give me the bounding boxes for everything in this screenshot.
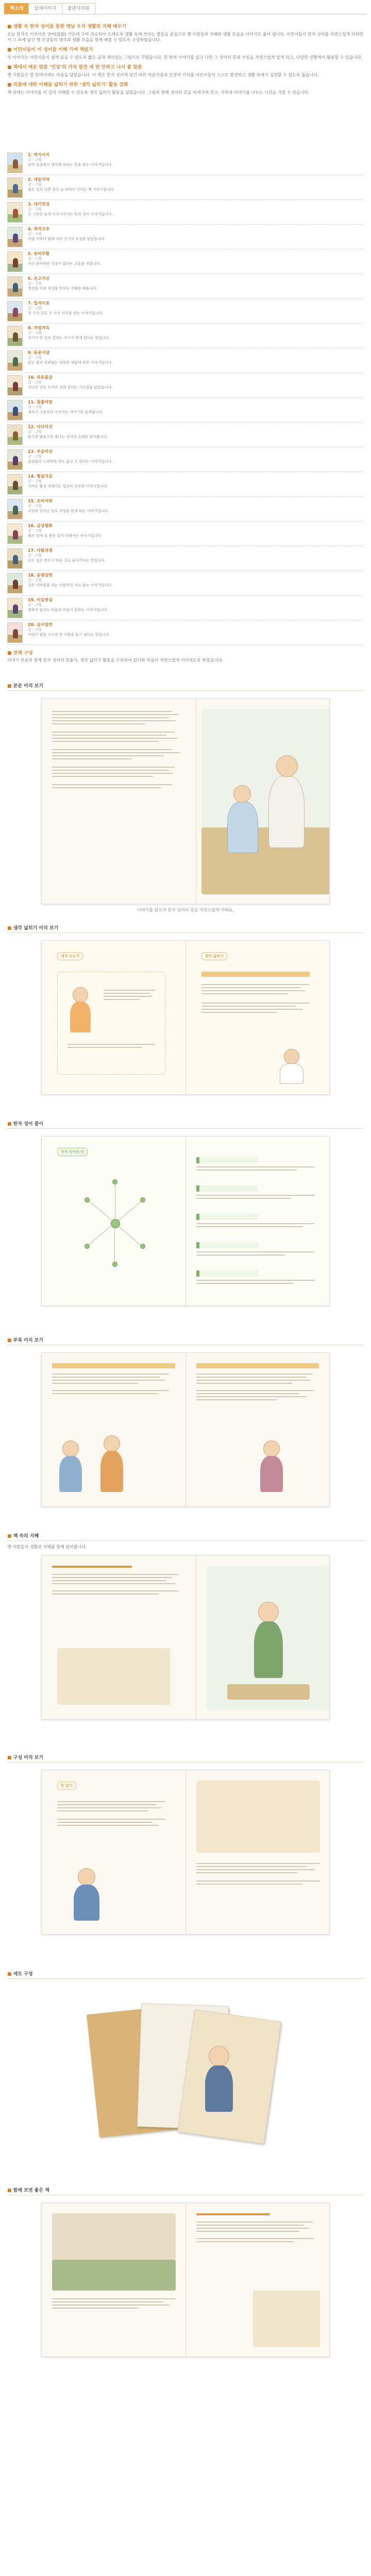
grandpa-head [284, 1049, 299, 1064]
book-thumbnail [7, 177, 23, 198]
book-info [28, 573, 364, 595]
figure-body [268, 776, 305, 848]
tab-detail-images[interactable]: 상세이미지 [28, 3, 62, 14]
figure-head [258, 1602, 279, 1622]
book-meta: 글 · 그림 [28, 504, 42, 508]
book-info [28, 523, 364, 546]
book-title: 3. 대기만성 [28, 202, 50, 207]
tab-book-intro[interactable]: 책소개 [4, 3, 29, 14]
recommended-right-page [185, 2203, 330, 2357]
book-list-item[interactable] [7, 447, 364, 472]
section-idiom-explanation [0, 1119, 371, 1335]
section-heading: ■ 한자 성어 풀이 [7, 1119, 364, 1129]
book-thumbnail [7, 425, 23, 445]
book-thumbnail [7, 499, 23, 519]
child-body [70, 1002, 91, 1032]
figure-head-2 [233, 785, 251, 803]
mindmap-left-page [42, 1137, 185, 1306]
intro-body-2: 각 이야기는 어린이들이 쉽게 읽을 수 있도록 짧은 글과 재미있는 그림으로 꾸몄습니다. 한 편의 이야기를 읽고 나면 그 성어의 뜻과 쓰임을 자연스럽게 알게 되고, 다양한 상황에서 활용할 수 있습니다. [7, 55, 363, 60]
wisdom-right-page [196, 1555, 330, 1719]
book-title: 11. 청출어람 [28, 400, 53, 404]
book-meta: 글 · 그림 [28, 603, 42, 607]
book-title: 14. 형설지공 [28, 474, 53, 479]
activity-spread [41, 940, 330, 1095]
recommended-spread [41, 2202, 330, 2357]
book-title: 17. 사필귀정 [28, 548, 53, 553]
book-thumbnail [7, 276, 23, 297]
book-info [28, 400, 364, 422]
book-list-item[interactable] [7, 472, 364, 497]
wisdom-caption: 옛 사람들의 생활과 지혜를 함께 살펴봅니다. [7, 1545, 87, 1549]
book-title: 13. 우공이산 [28, 449, 53, 454]
book-list-item[interactable] [7, 571, 364, 596]
book-description: 자기가 한 일의 결과는 자기가 받게 된다는 뜻입니다. [28, 336, 110, 340]
book-description: 좋은 일과 나쁜 일은 늘 바뀌어 간다는 옛 이야기입니다. [28, 188, 115, 192]
book-list-item[interactable] [7, 521, 364, 546]
book-meta: 글 · 그림 [28, 628, 42, 632]
book-title: 20. 십시일반 [28, 622, 53, 627]
book-description: 말하지 않아도 마음과 마음이 통하는 이야기입니다. [28, 608, 108, 612]
book-description: 한 가지 일로 두 가지 이득을 얻는 이야기입니다. [28, 311, 104, 315]
intro-body-4: 책 뒤에는 이야기를 더 깊이 이해할 수 있도록 생각 넓히기 활동을 실었습니다. 그림과 함께 성어의 뜻을 되새기며 친구, 가족과 이야기를 나누는 시간을 가질 수 있습니다. [7, 90, 310, 95]
book-thumbnail [7, 400, 23, 420]
book-info [28, 425, 364, 447]
book-thumbnail [7, 449, 23, 470]
intro-body-3: 옛 사람들은 말 한마디에도 마음을 담았습니다. 이 책은 한자 성어에 담긴 바른 마음가짐과 인성의 가치를 어린이들이 스스로 발견하고 생활 속에서 실천할 수 있도록 돕습니다. [7, 73, 319, 77]
book-description: 지나친 것은 모자란 것과 같다는 가르침을 담았습니다. [28, 385, 113, 389]
illustration [57, 1648, 171, 1705]
section-appendix-preview [0, 1335, 371, 1531]
book-info [28, 301, 364, 323]
book-info [28, 350, 364, 372]
composition-heading: ■ 전체 구성 [7, 651, 33, 656]
book-thumbnail [7, 548, 23, 569]
illustration [196, 1781, 320, 1853]
book-list-item[interactable] [7, 324, 364, 348]
figure-body [59, 1456, 82, 1492]
activity-bubble-2: 생각 넓히기 [201, 952, 227, 960]
book-meta: 글 · 그림 [28, 430, 42, 434]
book-thumbnail [7, 326, 23, 346]
book-thumbnail [7, 474, 23, 495]
section-book-wisdom [0, 1531, 371, 1753]
figure-head [62, 1440, 79, 1457]
figure-head-3 [263, 1440, 280, 1457]
section-heading: ■ 세트 구성 [7, 1969, 364, 1979]
cover-figure-body [205, 2065, 233, 2112]
book-title: 1. 역지사지 [28, 152, 50, 157]
book-description: 좋은 일에 또 좋은 일이 더해지는 이야기입니다. [28, 534, 103, 538]
book-list-item[interactable] [7, 225, 364, 249]
figure-head-2 [104, 1435, 120, 1452]
section-heading: ■ 생각 넓히기 미리 보기 [7, 923, 364, 933]
book-meta: 글 · 그림 [28, 331, 42, 335]
book-info [28, 227, 364, 249]
book-thumbnail [7, 301, 23, 321]
activity-left-page [42, 941, 185, 1094]
appendix-spread [41, 1352, 330, 1507]
book-description: 묻는 말과 상관없는 엉뚱한 대답에 관한 이야기입니다. [28, 361, 113, 365]
book-list-item[interactable] [7, 546, 364, 571]
book-list-item[interactable] [7, 398, 364, 422]
book-thumbnail [7, 152, 23, 173]
book-meta: 글 · 그림 [28, 380, 42, 384]
book-list-item[interactable] [7, 150, 364, 175]
book-info [28, 598, 364, 620]
wisdom-left-page [42, 1555, 196, 1719]
book-description: 옛것을 익혀 새것을 안다는 지혜를 배웁니다. [28, 286, 98, 291]
book-info [28, 251, 364, 274]
book-title: 2. 새옹지마 [28, 177, 50, 182]
activity-bubble: 생각 나누기 [57, 952, 83, 960]
section-activity-preview [0, 923, 371, 1119]
book-title: 16. 금상첨화 [28, 523, 53, 528]
mindmap-title: 한자 성어의 뜻 [57, 1148, 88, 1156]
book-thumbnail [7, 598, 23, 618]
section-heading: ■ 본문 미리 보기 [7, 681, 364, 691]
book-list-item[interactable] [7, 422, 364, 447]
book-meta: 글 · 그림 [28, 355, 42, 360]
book-description: 제자가 스승보다 나아지는 이야기를 들려줍니다. [28, 410, 104, 414]
mindmap-node [112, 1179, 117, 1184]
book-title: 12. 다다익선 [28, 425, 53, 429]
book-list-item[interactable] [7, 200, 364, 225]
book-description: 끊임없이 노력하면 산도 옮길 수 있다는 이야기입니다. [28, 460, 113, 464]
book-info [28, 499, 364, 521]
mindmap-node [140, 1197, 145, 1202]
section-heading: ■ 구성 미리 보기 [7, 1753, 364, 1762]
book-list-item[interactable] [7, 373, 364, 398]
illustration-floor [201, 827, 330, 894]
book-title: 15. 오비이락 [28, 499, 53, 503]
activity-right-page [185, 941, 330, 1094]
book-title: 10. 과유불급 [28, 375, 53, 380]
spread-left-page [42, 699, 196, 904]
illustration-ground [52, 2260, 176, 2291]
book-list-item[interactable] [7, 596, 364, 620]
section-heading: ■ 책 속의 지혜 [7, 1531, 364, 1541]
book-list-item[interactable] [7, 249, 364, 274]
composition-left-page [42, 1770, 185, 1934]
illustration-2 [253, 2291, 320, 2347]
book-spread [41, 698, 330, 904]
book-meta: 글 · 그림 [28, 232, 42, 236]
book-info [28, 375, 364, 397]
book-meta: 글 · 그림 [28, 529, 42, 533]
book-description: 우연히 일어난 일로 의심을 받게 되는 이야기입니다. [28, 509, 109, 513]
book-thumbnail [7, 202, 23, 223]
mindmap-spread [41, 1136, 330, 1306]
book-info [28, 548, 364, 570]
recommended-left-page [42, 2203, 185, 2357]
book-meta: 글 · 그림 [28, 281, 42, 285]
book-info [28, 474, 364, 496]
book-title: 19. 이심전심 [28, 598, 53, 602]
book-meta: 글 · 그림 [28, 578, 42, 582]
book-description: 여럿이 힘을 모으면 한 사람을 돕기 쉽다는 뜻입니다. [28, 633, 110, 637]
book-title: 4. 죽마고우 [28, 227, 50, 231]
intro-heading-4: ■ 작품에 대한 이해를 넓히기 위한 ‘생각 넓히기’ 활동 강화 [7, 82, 128, 88]
meaning-bubble: 뜻 알기 [57, 1782, 76, 1790]
appendix-right-page [185, 1353, 330, 1506]
tab-publisher-review[interactable]: 출판사리뷰 [62, 3, 95, 14]
book-meta: 글 · 그림 [28, 257, 42, 261]
mindmap-node [85, 1197, 90, 1202]
wisdom-spread [41, 1555, 330, 1720]
book-meta: 글 · 그림 [28, 454, 42, 459]
book-meta: 글 · 그림 [28, 306, 42, 310]
book-description: 큰 그릇은 늦게 이루어진다는 뜻의 성어 이야기입니다. [28, 212, 113, 216]
grandpa-body [280, 1063, 303, 1084]
book-list-item[interactable] [7, 497, 364, 521]
tab-bar [4, 3, 367, 14]
section-recommended [0, 2185, 371, 2381]
book-info [28, 276, 364, 298]
book-title: 5. 유비무환 [28, 251, 50, 256]
book-thumbnail [7, 523, 23, 544]
section-heading: ■ 부록 미리 보기 [7, 1335, 364, 1345]
appendix-left-page [42, 1353, 185, 1506]
book-meta: 글 · 그림 [28, 158, 42, 162]
book-list [0, 148, 371, 645]
book-meta: 글 · 그림 [28, 182, 42, 187]
book-list-item[interactable] [7, 175, 364, 200]
book-info [28, 449, 364, 471]
mindmap-node [85, 1244, 90, 1249]
book-info [28, 326, 364, 348]
child-head [73, 987, 88, 1003]
intro-section [0, 14, 371, 148]
section-set-composition [0, 1969, 371, 2185]
book-title: 6. 온고지신 [28, 276, 50, 281]
mindmap-right-page [185, 1137, 330, 1306]
composition-body: 이야기 본문과 함께 한자 성어의 뜻풀이, 생각 넓히기 활동을 수록하여 읽기와 학습이 자연스럽게 이어지도록 하였습니다. [7, 658, 224, 663]
book-thumbnail [7, 227, 23, 247]
book-info [28, 622, 364, 645]
book-meta: 글 · 그림 [28, 207, 42, 211]
book-title: 7. 일석이조 [28, 301, 50, 306]
cover-figure-head [209, 2046, 229, 2066]
book-info [28, 152, 364, 175]
intro-body-1: 오늘 한자로 이루어진 성어(成語) 가운데 구비 전승되어 오래도록 생활 속에 쓰이는 말들을 중심으로 옛 사람들의 지혜와 생활 모습을 이야기로 풀어 냅니다. 어린이들이 한자 성어를 자연스럽게 익히면서 그 속에 담긴 옛 조상들의 생각과 생활 모습을 함께 배울 수 있도록 구성하였습니다. [7, 32, 364, 42]
figure-head [78, 1868, 95, 1886]
figure-body [254, 1621, 283, 1678]
book-thumbnail [7, 622, 23, 643]
figure-body-2 [227, 802, 258, 853]
book-thumbnail [7, 375, 23, 396]
book-list-item[interactable] [7, 274, 364, 299]
book-meta: 글 · 그림 [28, 405, 42, 409]
book-description: 어려운 환경 속에서도 열심히 공부한 이야기입니다. [28, 484, 108, 488]
book-description: 같은 어려움을 겪는 사람끼리 서로 돕는 이야기입니다. [28, 583, 113, 587]
spread-right-page [196, 699, 330, 904]
composition-spread [41, 1770, 330, 1935]
section-text-preview [0, 681, 371, 923]
mindmap-node [140, 1244, 145, 1249]
intro-heading-1: ■ 생활 속 한자 성어를 통한 옛날 우리 생활의 지혜 배우기 [7, 24, 127, 29]
book-description: 모든 일은 반드시 바른 길로 돌아간다는 뜻입니다. [28, 558, 106, 563]
caption: 이야기를 읽으며 한자 성어의 뜻을 자연스럽게 익혀요. [137, 908, 234, 912]
book-title: 18. 동병상련 [28, 573, 53, 578]
book-title: 9. 동문서답 [28, 350, 50, 355]
book-description: 남의 입장에서 생각해 보라는 뜻을 담은 이야기입니다. [28, 163, 113, 167]
book-info [28, 202, 364, 224]
intro-heading-3: ■ 책에서 배운 말씀 ‘인성’의 가치 발견 세 번 만하고 나서 좋 말씀 [7, 65, 142, 70]
book-meta: 글 · 그림 [28, 479, 42, 483]
intro-heading-2: ■ 어린이들이 이 성어를 이해 가며 책읽기 [7, 47, 93, 53]
composition-right-page [185, 1770, 330, 1934]
figure-head [276, 755, 298, 777]
book-info [28, 177, 364, 199]
figure-body-3 [260, 1456, 283, 1492]
book-title: 8. 자업자득 [28, 326, 50, 330]
section-heading: ■ 함께 보면 좋은 책 [7, 2185, 364, 2195]
book-thumbnail [7, 573, 23, 594]
book-list-item[interactable] [7, 299, 364, 324]
book-meta: 글 · 그림 [28, 553, 42, 557]
book-list-item[interactable] [7, 348, 364, 373]
book-description: 많으면 많을수록 좋다는 성어의 유래를 알아봅니다. [28, 435, 108, 439]
book-thumbnail [7, 251, 23, 272]
book-set-display [41, 1989, 330, 2175]
section-composition-preview [0, 1753, 371, 1969]
mindmap-node [112, 1262, 117, 1267]
book-description: 어릴 적부터 함께 자란 친구의 우정을 담았습니다. [28, 237, 106, 241]
book-description: 미리 준비하면 걱정이 없다는 교훈을 전합니다. [28, 262, 101, 266]
figure-body-2 [100, 1451, 123, 1492]
page [0, 3, 371, 2381]
book-thumbnail [7, 350, 23, 371]
book-list-item[interactable] [7, 620, 364, 645]
composition-note [0, 645, 371, 681]
figure-body [74, 1885, 99, 1921]
